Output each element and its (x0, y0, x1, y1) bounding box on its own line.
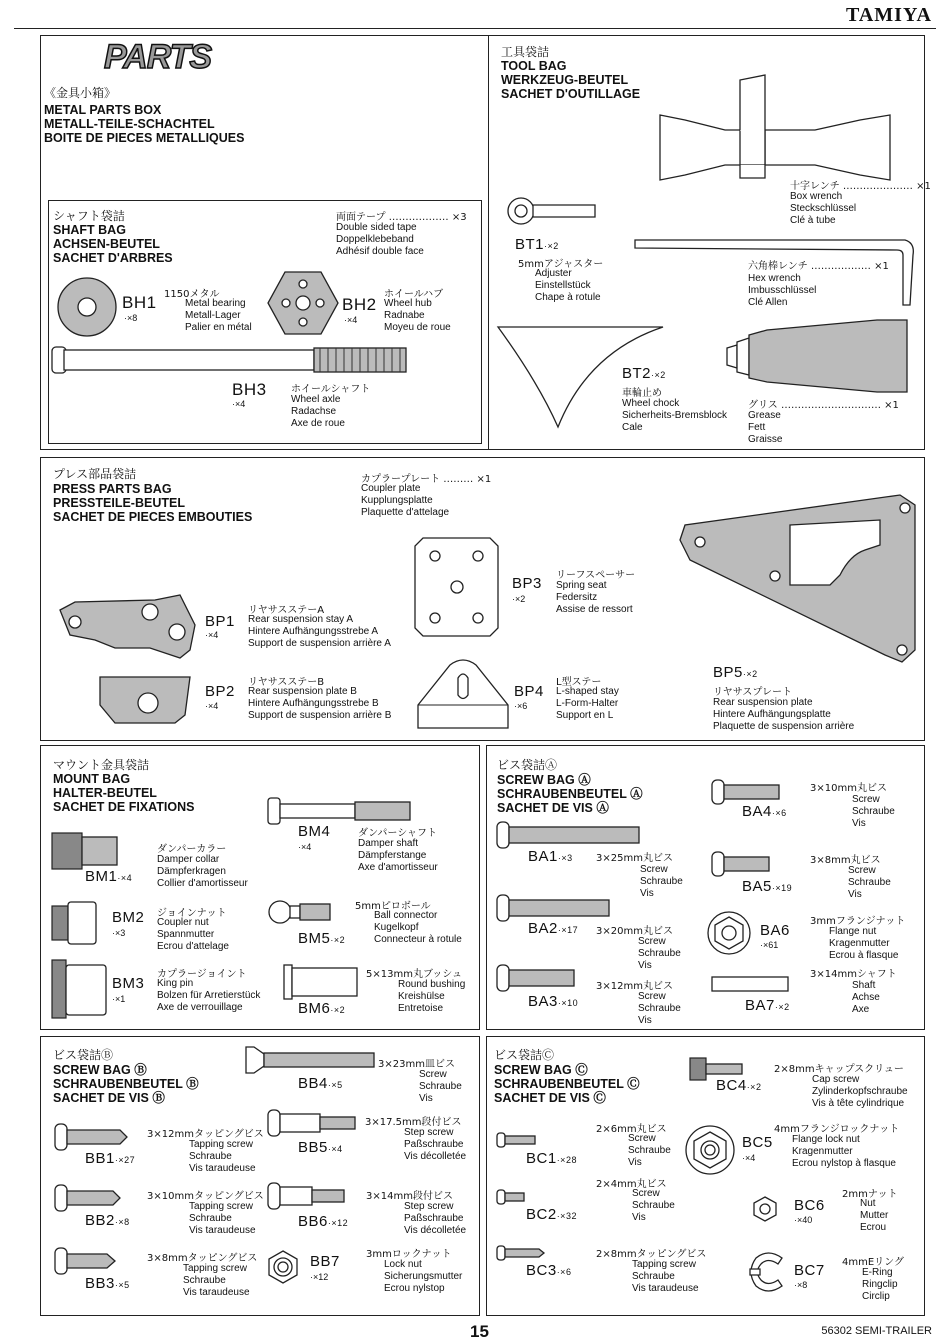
bc7-qty: ·×8 (794, 1280, 808, 1290)
bp1-code: BP1 (205, 613, 235, 630)
tapping-screw-12-icon (55, 1124, 130, 1152)
bc6-label: Nut Mutter Ecrou (860, 1198, 889, 1233)
bp5-jp: リヤサスプレート (713, 687, 792, 698)
ba7-jp: 3×14mmシャフト (810, 969, 897, 980)
bb2-jp: 3×10mmタッピングビス (147, 1191, 264, 1202)
bt2-code: BT2·×2 (622, 365, 666, 382)
bh3-label: Wheel axle Radachse Axe de roue (291, 394, 345, 429)
ba3-jp: 3×12mm丸ビス (596, 981, 673, 992)
bb1-code: BB1·×27 (85, 1150, 136, 1167)
bm5-label: Ball connector Kugelkopf Connecteur à rotule (374, 910, 462, 945)
screw-3x25-icon (497, 822, 642, 850)
screw-b-jp: ビス袋詰Ⓑ (53, 1048, 114, 1062)
bt1-code: BT1·×2 (515, 236, 559, 253)
bb1-label: Tapping screw Schraube Vis taraudeuse (189, 1139, 256, 1174)
lock-nut-icon (266, 1250, 300, 1284)
bp1-label: Rear suspension stay A Hintere Aufhängungsstrebe A Support de suspension arrière A (248, 614, 391, 649)
tool-bag-title: TOOL BAG WERKZEUG-BEUTEL SACHET D'OUTILLAGE (501, 59, 641, 101)
ball-connector-icon (268, 898, 333, 928)
bc1-jp: 2×6mm丸ビス (596, 1124, 667, 1135)
bp2-label: Rear suspension plate B Hintere Aufhängungsstrebe B Support de suspension arrière B (248, 686, 392, 721)
bm2-code: BM2 (112, 909, 145, 926)
bb2-label: Tapping screw Schraube Vis taraudeuse (189, 1201, 256, 1236)
press-bag-title: PRESS PARTS BAG PRESSTEILE-BEUTEL SACHET DE PIECES EMBOUTIES (53, 482, 253, 524)
screw-2x6-icon (497, 1133, 537, 1149)
bb4-jp: 3×23mm皿ビス (378, 1059, 455, 1070)
box-wrench-label: Box wrench Steckschlüssel Clé à tube (790, 191, 857, 226)
bh3-jp: ホイールシャフト (291, 384, 371, 395)
bp2-qty: ·×4 (205, 701, 219, 711)
bb3-jp: 3×8mmタッピングビス (147, 1253, 258, 1264)
bp4-jp: L型ステー (556, 677, 602, 688)
metal-box-title: METAL PARTS BOX METALL-TEILE-SCHACHTEL BOITE DE PIECES METALLIQUES (44, 103, 245, 145)
screw-2x4-icon (497, 1190, 527, 1206)
parts-banner: PARTS (104, 38, 212, 76)
bc1-label: Screw Schraube Vis (628, 1133, 671, 1168)
bc5-code: BC5 (742, 1134, 773, 1151)
grease-label: Grease Fett Graisse (748, 410, 783, 445)
bt2-jp: 車輪止め (622, 388, 662, 399)
box-wrench-jp: 十字レンチ ………………… ×1 (790, 181, 931, 192)
grease-tube-icon (727, 320, 912, 395)
bh1-qty: ·×8 (124, 313, 138, 323)
bc3-code: BC3·×6 (526, 1262, 572, 1279)
bc5-qty: ·×4 (742, 1153, 756, 1163)
bb6-jp: 3×14mm段付ビス (366, 1191, 453, 1202)
coupler-plate-icon (680, 490, 920, 665)
bb7-jp: 3mmロックナット (366, 1249, 452, 1260)
bb4-label: Screw Schraube Vis (419, 1069, 462, 1104)
ba1-code: BA1·×3 (528, 848, 573, 865)
bb7-label: Lock nut Sicherungsmutter Ecrou nylstop (384, 1259, 463, 1294)
bb3-code: BB3·×5 (85, 1275, 130, 1292)
tape-label: Double sided tape Doppelklebeband Adhésif double face (336, 222, 424, 257)
ba4-jp: 3×10mm丸ビス (810, 783, 887, 794)
screw-a-title: SCREW BAG Ⓐ SCHRAUBENBEUTEL Ⓐ SACHET DE VIS Ⓐ (497, 773, 643, 815)
screw-c-jp: ビス袋詰Ⓒ (494, 1048, 555, 1062)
bc3-label: Tapping screw Schraube Vis taraudeuse (632, 1259, 699, 1294)
ba6-qty: ·×61 (760, 940, 779, 950)
bc6-code: BC6 (794, 1197, 825, 1214)
bh1-jp: 1150メタル (164, 289, 220, 300)
ba6-jp: 3mmフランジナット (810, 916, 906, 927)
ba1-label: Screw Schraube Vis (640, 864, 683, 899)
bh2-qty: ·×4 (344, 315, 358, 325)
ba2-code: BA2·×17 (528, 920, 579, 937)
header-rule (14, 28, 936, 29)
bb5-jp: 3×17.5mm段付ビス (365, 1117, 462, 1128)
damper-collar-icon (52, 833, 122, 869)
bb5-code: BB5·×4 (298, 1139, 343, 1156)
bt2-label: Wheel chock Sicherheits-Bremsblock Cale (622, 398, 728, 433)
bm4-label: Damper shaft Dämpferstange Axe d'amortisseur (358, 838, 438, 873)
ba4-label: Screw Schraube Vis (852, 794, 895, 829)
bm4-qty: ·×4 (298, 842, 312, 852)
bp3-jp: リーフスペーサー (556, 570, 636, 581)
ba3-code: BA3·×10 (528, 993, 579, 1010)
ba5-code: BA5·×19 (742, 878, 793, 895)
metal-box-jp: 《金具小箱》 (44, 86, 117, 100)
bh1-label: Metal bearing Metall-Lager Palier en métal (185, 298, 252, 333)
nut-2mm-icon (752, 1196, 778, 1222)
e-ring-icon (748, 1250, 788, 1294)
tape-jp: 両面テープ ……………… ×3 (336, 212, 467, 223)
bh2-label: Wheel hub Radnabe Moyeu de roue (384, 298, 451, 333)
metal-bearing-icon (56, 276, 118, 338)
bp4-label: L-shaped stay L-Form-Halter Support en L (556, 686, 619, 721)
bm2-qty: ·×3 (112, 928, 126, 938)
bm2-label: Coupler nut Spannmutter Ecrou d'attelage (157, 917, 229, 952)
bp2-jp: リヤサスステーB (248, 677, 325, 688)
ba6-code: BA6 (760, 922, 790, 939)
bp3-code: BP3 (512, 575, 542, 592)
hex-wrench-label: Hex wrench Imbusschlüssel Clé Allen (748, 273, 817, 308)
shaft-bag-jp: シャフト袋詰 (53, 209, 125, 223)
bc6-qty: ·×40 (794, 1215, 813, 1225)
flange-nut-icon (706, 910, 752, 956)
bc7-label: E-Ring Ringclip Circlip (862, 1267, 898, 1302)
bp5-code: BP5·×2 (713, 664, 758, 681)
flange-lock-nut-icon (684, 1124, 736, 1176)
bp2-code: BP2 (205, 683, 235, 700)
screw-a-jp: ビス袋詰Ⓐ (497, 758, 558, 772)
bc5-label: Flange lock nut Kragenmutter Ecrou nylstop à flasque (792, 1134, 896, 1169)
screw-3x12-icon (497, 965, 577, 993)
tapping-screw-10-icon (55, 1185, 125, 1213)
bm5-jp: 5mmピロボール (355, 901, 431, 912)
bt1-label: Adjuster Einstellstück Chape à rotule (535, 268, 601, 303)
bm1-jp: ダンパーカラー (157, 844, 227, 855)
bc2-jp: 2×4mm丸ビス (596, 1179, 667, 1190)
bp1-jp: リヤサスステーA (248, 605, 325, 616)
bb4-code: BB4·×5 (298, 1075, 343, 1092)
ba4-code: BA4·×6 (742, 803, 787, 820)
wheel-axle-icon (52, 345, 412, 375)
bm2-jp: ジョインナット (157, 908, 227, 919)
ba1-jp: 3×25mm丸ビス (596, 853, 673, 864)
bp4-code: BP4 (514, 683, 544, 700)
bc7-code: BC7 (794, 1262, 825, 1279)
bp5-label: Rear suspension plate Hintere Aufhängungsplatte Plaquette de suspension arrière (713, 697, 855, 732)
coupler-jp: カプラープレート ……… ×1 (361, 474, 492, 485)
divider (488, 35, 489, 450)
shaft-3x14-icon (712, 977, 790, 993)
bm4-code: BM4 (298, 823, 331, 840)
bc7-jp: 4mmEリング (842, 1257, 904, 1268)
footer-title: 56302 SEMI-TRAILER (821, 1325, 932, 1337)
bb7-qty: ·×12 (310, 1272, 329, 1282)
ba2-jp: 3×20mm丸ビス (596, 926, 673, 937)
bh1-code: BH1 (122, 293, 157, 312)
bb3-label: Tapping screw Schraube Vis taraudeuse (183, 1263, 250, 1298)
bm6-code: BM6·×2 (298, 1000, 346, 1017)
screw-b-title: SCREW BAG Ⓑ SCHRAUBENBEUTEL Ⓑ SACHET DE VIS Ⓑ (53, 1063, 199, 1105)
bp3-label: Spring seat Federsitz Assise de ressort (556, 580, 633, 615)
bc4-jp: 2×8mmキャップスクリュー (774, 1064, 904, 1075)
bm1-code: BM1·×4 (85, 868, 133, 885)
screw-3x20-icon (497, 895, 612, 923)
bm6-jp: 5×13mm丸ブッシュ (366, 969, 463, 980)
hex-wrench-jp: 六角棒レンチ ……………… ×1 (748, 261, 889, 272)
damper-shaft-icon (268, 798, 413, 826)
bc4-code: BC4·×2 (716, 1077, 762, 1094)
l-shaped-stay-icon (418, 660, 508, 730)
ba6-label: Flange nut Kragenmutter Ecrou à flasque (829, 926, 899, 961)
bm6-label: Round bushing Kreishülse Entretoise (398, 979, 466, 1014)
ba5-label: Screw Schraube Vis (848, 865, 891, 900)
bb5-label: Step screw Paßschraube Vis décolletée (404, 1127, 467, 1162)
bp1-qty: ·×4 (205, 630, 219, 640)
bb7-code: BB7 (310, 1253, 340, 1270)
bc5-jp: 4mmフランジロックナット (774, 1124, 900, 1135)
ba7-label: Shaft Achse Axe (852, 980, 880, 1015)
page-number: 15 (470, 1322, 489, 1341)
step-screw-17-icon (268, 1110, 358, 1138)
wheel-hub-icon (268, 270, 338, 336)
bm4-jp: ダンパーシャフト (358, 828, 437, 839)
countersunk-screw-icon (246, 1047, 376, 1073)
bm1-label: Damper collar Dämpferkragen Collier d'amortisseur (157, 854, 248, 889)
bt1-jp: 5mmアジャスター (518, 259, 604, 270)
press-bag-jp: プレス部品袋詰 (53, 467, 137, 481)
ba3-label: Screw Schraube Vis (638, 991, 681, 1026)
bc1-code: BC1·×28 (526, 1150, 577, 1167)
bb2-code: BB2·×8 (85, 1212, 130, 1229)
step-screw-14-icon (268, 1183, 348, 1211)
bb6-code: BB6·×12 (298, 1213, 349, 1230)
ba7-code: BA7·×2 (745, 997, 790, 1014)
screw-c-title: SCREW BAG Ⓒ SCHRAUBENBEUTEL Ⓒ SACHET DE VIS Ⓒ (494, 1063, 640, 1105)
ba5-jp: 3×8mm丸ビス (810, 855, 881, 866)
mount-bag-jp: マウント金具袋詰 (53, 758, 150, 772)
tapping-screw-2x8-icon (497, 1246, 547, 1262)
box-wrench-icon (655, 70, 905, 180)
bh2-code: BH2 (342, 295, 377, 314)
bc2-label: Screw Schraube Vis (632, 1188, 675, 1223)
bp3-qty: ·×2 (512, 594, 526, 604)
bp4-qty: ·×6 (514, 701, 528, 711)
spring-seat-icon (415, 538, 500, 638)
bh3-qty: ·×4 (232, 399, 246, 409)
bh3-code: BH3 (232, 380, 267, 399)
adjuster-icon (505, 193, 595, 233)
tapping-screw-8-icon (55, 1248, 120, 1276)
bc4-label: Cap screw Zylinderkopfschraube Vis à tête cylindrique (812, 1074, 908, 1109)
bm3-jp: カプラージョイント (157, 969, 247, 980)
coupler-nut-icon (52, 902, 100, 946)
bh2-jp: ホイールハブ (384, 289, 444, 300)
screw-3x8-icon (712, 852, 772, 878)
bm3-label: King pin Bolzen für Arretierstück Axe de verrouillage (157, 978, 261, 1013)
suspension-stay-a-icon (55, 590, 200, 660)
bm3-code: BM3 (112, 975, 145, 992)
bm3-qty: ·×1 (112, 994, 126, 1004)
bb6-label: Step screw Paßschraube Vis décolletée (404, 1201, 467, 1236)
bm5-code: BM5·×2 (298, 930, 346, 947)
tool-bag-jp: 工具袋詰 (501, 45, 550, 59)
bc6-jp: 2mmナット (842, 1189, 898, 1200)
brand-logo: TAMIYA (845, 4, 932, 26)
round-bushing-icon (284, 965, 359, 999)
bc3-jp: 2×8mmタッピングビス (596, 1249, 707, 1260)
mount-bag-title: MOUNT BAG HALTER-BEUTEL SACHET DE FIXATIONS (53, 772, 195, 814)
shaft-bag-title: SHAFT BAG ACHSEN-BEUTEL SACHET D'ARBRES (53, 223, 173, 265)
ba2-label: Screw Schraube Vis (638, 936, 681, 971)
coupler-label: Coupler plate Kupplungsplatte Plaquette d'attelage (361, 483, 450, 518)
bb1-jp: 3×12mmタッピングビス (147, 1129, 264, 1140)
king-pin-icon (52, 960, 108, 1020)
suspension-plate-b-icon (100, 675, 195, 725)
grease-jp: グリス ………………………… ×1 (748, 400, 899, 411)
bc2-code: BC2·×32 (526, 1206, 577, 1223)
